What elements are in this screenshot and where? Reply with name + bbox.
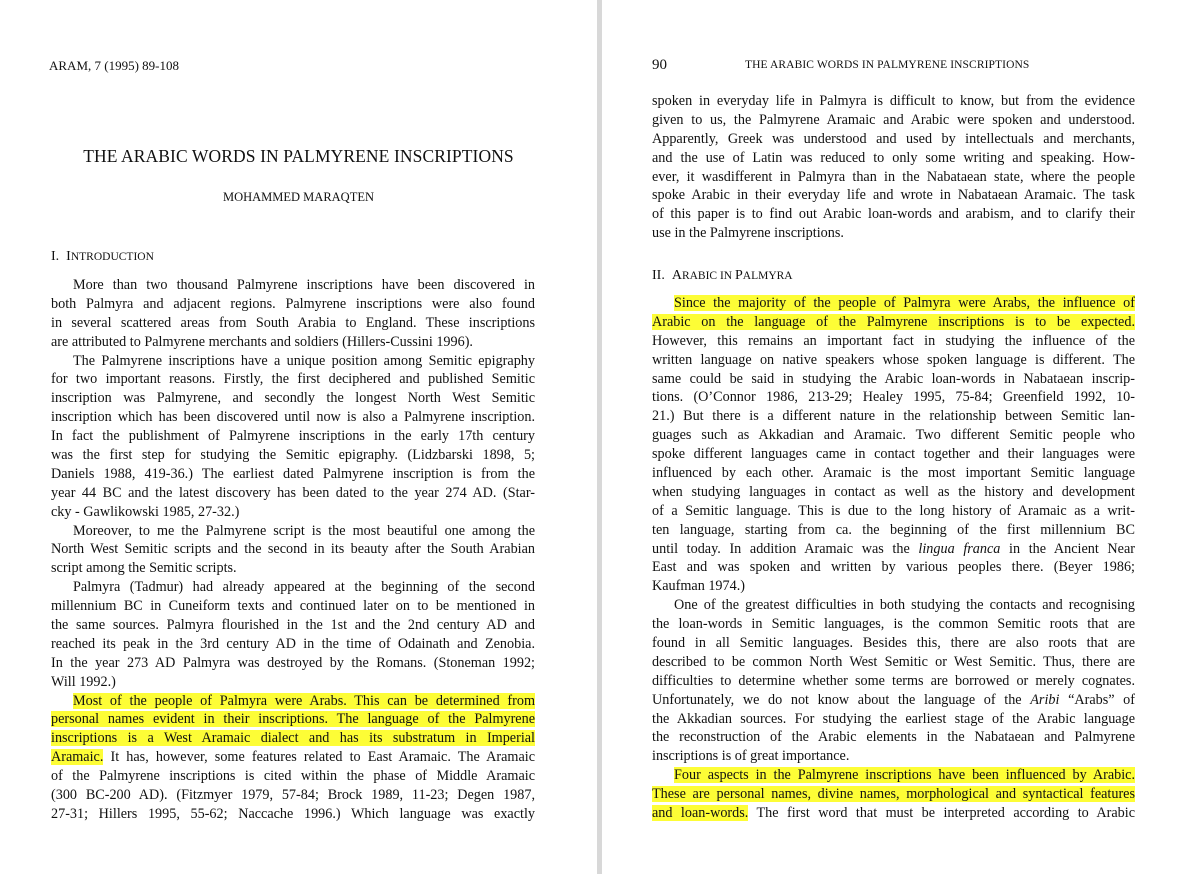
text-line: reached its peak in the 3rd century AD in the time of Odainath and Zenobia. xyxy=(51,635,535,652)
text-line: Daniels 1988, 419-36.) The earliest dated Palmyrene inscription is from the xyxy=(51,465,535,482)
text-line: written language on native speakers whose spoken language is different. The xyxy=(652,351,1135,368)
text-line: In fact the publishment of Palmyrene inscriptions in the early 17th century xyxy=(51,428,535,445)
highlighted-line xyxy=(51,710,535,729)
article-title: THE ARABIC WORDS IN PALMYRENE INSCRIPTIONS xyxy=(83,146,514,166)
text-line: ever, it wasdifferent in Palmyra than in the Nabataean state, where the people xyxy=(652,168,1135,185)
text-line: spoke different languages came in contact together and their languages were xyxy=(652,446,1135,463)
journal-reference: ARAM, 7 (1995) 89-108 xyxy=(49,58,179,73)
text-line: One of the greatest difficulties in both studying the contacts and recognising xyxy=(674,597,1135,614)
text-line: given to us, the Palmyrene Aramaic and Arabic were spoken and understood. xyxy=(652,111,1135,128)
text-line: 27-31; Hillers 1995, 55-62; Naccache 1996.) Which language was exactly xyxy=(51,805,535,822)
text-line: millennium BC in Cuneiform texts and continued later on to be mentioned in xyxy=(51,598,535,615)
text-line: of this paper is to find out Arabic loan-words and arabism, and to clarify their xyxy=(652,206,1135,223)
text-line: and the use of Latin was reduced to only some writing and speaking. How- xyxy=(652,149,1135,166)
text-line: inscription which has been discovered until now is also a Palmyrene inscription. xyxy=(51,409,535,426)
running-head: THE ARABIC WORDS IN PALMYRENE INSCRIPTIONS xyxy=(745,59,1030,71)
text-line: In the year 273 AD Palmyra was destroyed by the Romans. (Stoneman 1992; xyxy=(51,654,535,671)
text-line: ten language, starting from ca. the beginning of the first millennium BC xyxy=(652,521,1135,538)
text-line: 21.) But there is a different nature in the relationship between Semitic lan- xyxy=(652,408,1135,425)
text-line: use in the Palmyrene inscriptions. xyxy=(652,225,844,242)
text-line: are attributed to Palmyrene merchants and soldiers (Hillers-Cussini 1996). xyxy=(51,333,473,350)
text-line: and loan-words. The first word that must be interpreted according to Arabic xyxy=(652,805,1135,822)
highlight: personal names evident in their inscriptions. The language of the Palmyrene xyxy=(51,711,535,728)
article-author: MOHAMMED MARAQTEN xyxy=(222,190,375,204)
highlight: Four aspects in the Palmyrene inscriptions have been influenced by Arabic. xyxy=(674,767,1135,784)
text-line: in several scattered areas from South Arabia to England. These inscriptions xyxy=(51,314,535,331)
text-line: (300 BC-200 AD). (Fitzmyer 1979, 57-84; Brock 1989, 11-23; Degen 1987, xyxy=(51,787,535,804)
text-line: for two important reasons. Firstly, the first deciphered and published Semitic xyxy=(51,371,535,388)
text-line: the reconstruction of the Arabic elements in the Nabataean and Palmyrene xyxy=(652,729,1135,746)
text-line: the same sources. Palmyra flourished in the 1st and the 2nd century AD and xyxy=(51,617,535,634)
text-line: Kaufman 1974.) xyxy=(652,578,745,595)
text-line: cky - Gawlikowski 1985, 27-32.) xyxy=(51,503,240,520)
highlighted-line xyxy=(652,766,1135,785)
text-line: the Akkadian sources. For studying the earliest stage of the Arabic language xyxy=(652,710,1135,727)
text-line: spoke Arabic in their everyday life and wrote in Nabataean Aramaic. The task xyxy=(652,187,1135,204)
highlighted-line xyxy=(652,785,1135,804)
highlight: inscriptions is a West Aramaic dialect and has its substratum in Imperial xyxy=(51,730,535,747)
highlighted-line xyxy=(51,729,535,748)
text-line: Unfortunately, we do not know about the language of the Aribi “Arabs” of xyxy=(652,691,1136,708)
text-line: inscription was Palmyrene, and secondly the longest North West Semitic xyxy=(51,390,535,407)
text-line: difficulties to determine whether some terms are borrowed or merely cognates. xyxy=(652,672,1135,689)
text-line: Will 1992.) xyxy=(51,673,116,690)
text-line: both Palmyra and adjacent regions. Palmyrene inscriptions were also found xyxy=(51,295,535,312)
page-number: 90 xyxy=(652,57,667,73)
text-line: described to be common North West Semitic or West Semitic. Thus, there are xyxy=(652,653,1135,670)
text-line: the loan-words in Semitic languages, is the common Semitic roots that are xyxy=(652,616,1135,633)
highlight: Aramaic. xyxy=(51,749,104,766)
text-line: The Palmyrene inscriptions have a unique position among Semitic epigraphy xyxy=(73,352,535,369)
section-heading-arabic-in-palmyra: II. ARABIC IN PALMYRA xyxy=(652,268,793,283)
text-line: Apparently, Greek was understood and used by intellectuals and merchants, xyxy=(652,130,1135,147)
highlight: These are personal names, divine names, morphological and syntactical features xyxy=(652,786,1135,803)
highlight: Most of the people of Palmyra were Arabs. This can be determined from xyxy=(73,692,535,709)
text-line: However, this remains an important fact in studying the influence of the xyxy=(652,332,1135,349)
text-line: influenced by each other. Aramaic is the most important Semitic language xyxy=(652,465,1135,482)
highlight: and loan-words. xyxy=(652,805,749,822)
highlighted-line xyxy=(51,692,535,711)
text-line: script among the Semitic scripts. xyxy=(51,560,237,577)
text-line: year 44 BC and the latest discovery has been dated to the year 274 AD. (Star- xyxy=(51,484,535,501)
highlight: Since the majority of the people of Palmyra were Arabs, the influence of xyxy=(674,295,1135,311)
text-line: same could be said in studying the Arabic loan-words in Nabataean inscrip- xyxy=(652,370,1135,387)
text-line: North West Semitic scripts and the second in its beauty after the South Arabian xyxy=(51,541,535,558)
section-heading-introduction: I. INTRODUCTION xyxy=(51,249,154,264)
right-body-text xyxy=(652,294,1135,823)
text-line: was the first step for studying the Semitic epigraphy. (Lidzbarski 1898, 5; xyxy=(51,447,535,464)
text-line: guages such as Akkadian and Aramaic. Two different Semitic people who xyxy=(652,427,1135,444)
text-line: More than two thousand Palmyrene inscriptions have been discovered in xyxy=(73,277,535,293)
text-line: of a Semitic language. This is due to the long history of Aramaic as a writ- xyxy=(652,502,1135,519)
highlighted-line xyxy=(652,294,1135,313)
text-line: Palmyra (Tadmur) had already appeared at the beginning of the second xyxy=(73,579,535,596)
text-line: Moreover, to me the Palmyrene script is the most beautiful one among the xyxy=(73,522,535,539)
text-line: tions. (O’Connor 1986, 213-29; Healey 1995, 75-84; Greenfield 1992, 10- xyxy=(652,389,1135,406)
text-line: when studying languages in contact as well as the history and development xyxy=(652,483,1135,500)
highlight: Arabic on the language of the Palmyrene inscriptions is to be expected. xyxy=(652,313,1135,330)
left-body-text xyxy=(51,276,535,824)
text-line: until today. In addition Aramaic was the lingua franca in the Ancient Near xyxy=(652,540,1135,557)
text-line: found in all Semitic languages. Besides this, there are also roots that are xyxy=(652,635,1135,652)
text-line: inscriptions is of great importance. xyxy=(652,748,850,765)
highlighted-line xyxy=(652,313,1135,332)
text-line: spoken in everyday life in Palmyra is difficult to know, but from the evidence xyxy=(652,93,1135,109)
text-line: East and was spoken and written by various peoples there. (Beyer 1986; xyxy=(652,559,1135,576)
text-line: of the Palmyrene inscriptions is cited within the phase of Middle Aramaic xyxy=(51,768,535,785)
right-body-text-top xyxy=(652,92,1135,243)
text-line: Aramaic. It has, however, some features related to East Aramaic. The Aramaic xyxy=(51,749,535,766)
